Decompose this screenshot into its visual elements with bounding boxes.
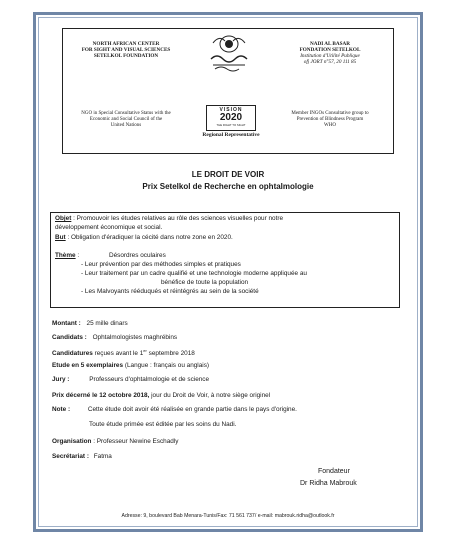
organisation-line: Organisation : Professeur Newine Eschadly (52, 438, 179, 445)
setelkol-logo-icon (205, 33, 253, 73)
regional-representative-label: Regional Representative (202, 132, 260, 138)
theme-item: - Leur traitement par un cadre qualifié et une technologie moderne appliquée au (81, 270, 307, 277)
letterhead-left-org: NORTH AFRICAN CENTER FOR SIGHT AND VISUAL SCIENCES SETELKOL FOUNDATION (81, 41, 171, 59)
theme-item: - Les Malvoyants rééduqués et réintégrés au sein de la société (81, 288, 259, 295)
etude-line: Etude en 5 exemplaires (Langue : français ou anglais) (52, 362, 210, 369)
objectives-box (50, 212, 400, 308)
objet-line: Objet : Promouvoir les études relatives au rôle des sciences visuelles pour notre (55, 215, 284, 222)
vision-2020-logo: VISION 2020 THE RIGHT TO SIGHT Regional Representative (202, 107, 260, 138)
document-title: LE DROIT DE VOIR (191, 170, 265, 179)
un-status-note: NGO in Special Consultative Status with the Economic and Social Council of the United Nations (81, 111, 171, 128)
but-line: But : Obligation d'éradiquer la cécité dans notre zone en 2020. (55, 234, 233, 241)
letterhead-right-org: NADI AL BASAR FONDATION SETELKOL Institution d'Utilité Publique ofj JORT n°57, 20 111 85 (299, 41, 361, 65)
note-line-2: Toute étude primée est éditée par les soins du Nadi. (89, 421, 237, 428)
theme-item: bénéfice de toute la population (161, 279, 249, 286)
objet-line-2: développement économique et social. (55, 224, 163, 231)
theme-item: - Leur prévention par des méthodes simples et pratiques (81, 261, 241, 268)
letterhead (62, 28, 394, 154)
note-line: Note : Cette étude doit avoir été réalisée en grande partie dans le pays d'origine. (52, 406, 297, 413)
prix-line: Prix décerné le 12 octobre 2018, jour du Droit de Voir, à notre siège originel (52, 392, 271, 399)
signature-name: Dr Ridha Mabrouk (300, 480, 357, 487)
footer-address: Adresse: 9, boulevard Bab Menara-Tunis/Fax: 71 561 737/ e-mail: mabrouk.ridha@outlook.fr (121, 513, 335, 519)
candidatures-line: Candidatures reçues avant le 1er septembre 2018 (52, 348, 195, 358)
jury-line: Jury : Professeurs d'ophtalmologie et de science (52, 376, 210, 383)
theme-line: Thème : Désordres oculaires (55, 252, 166, 259)
candidats-line: Candidats : Ophtalmologistes maghrébins (52, 334, 178, 341)
who-membership-note: Member INGOs Consultative group to Prevention of Blindness Program WHO (291, 111, 369, 128)
signature-role: Fondateur (318, 468, 350, 475)
montant-line: Montant : 25 mille dinars (52, 320, 128, 327)
document-subtitle: Prix Setelkol de Recherche en ophtalmologie (142, 182, 314, 191)
secretariat-line: Secrétariat : Fatma (52, 453, 112, 460)
